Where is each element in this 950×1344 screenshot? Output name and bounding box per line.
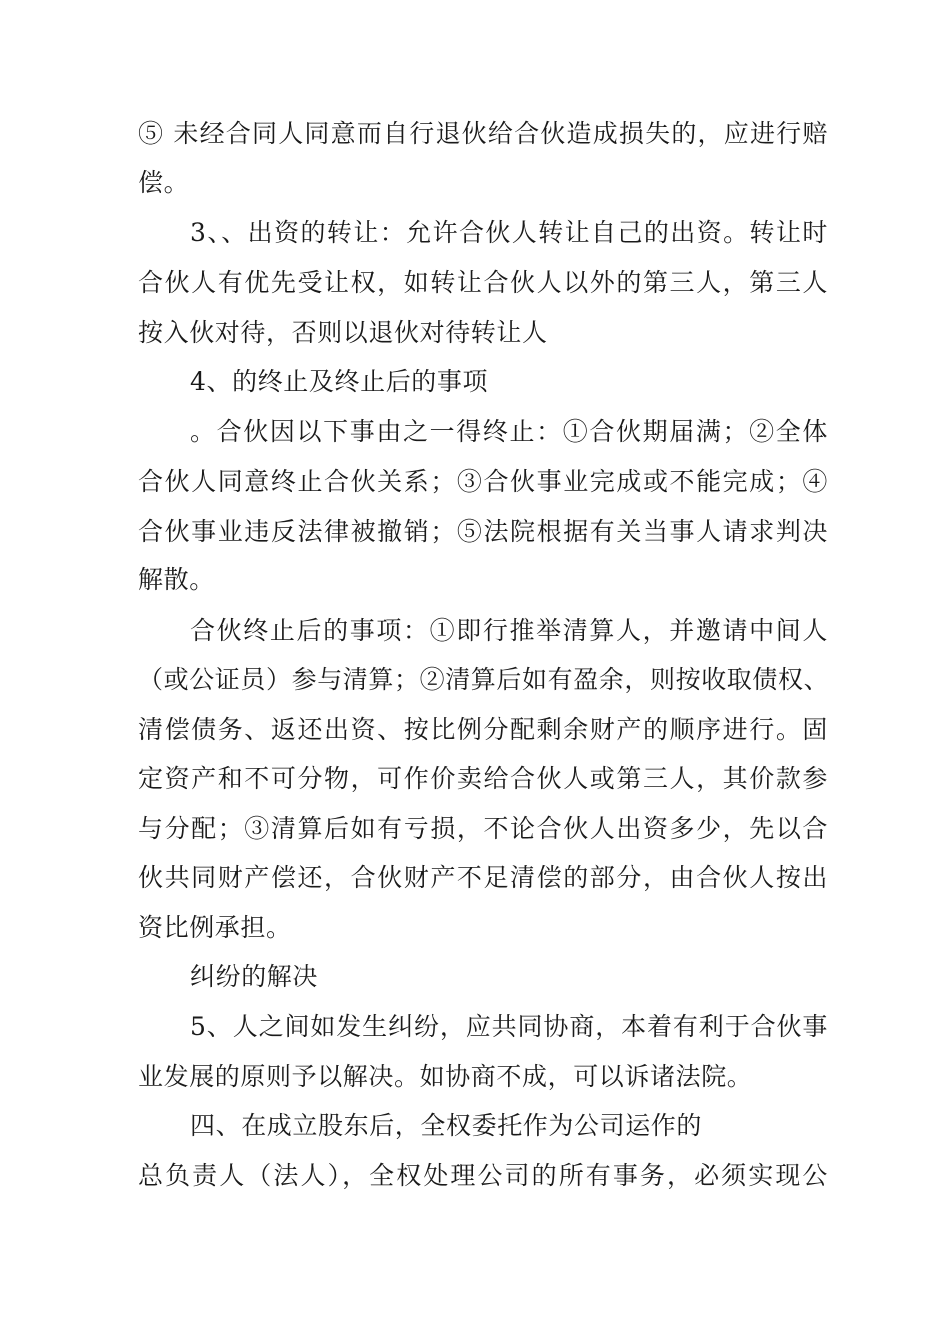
text-line: 3、、出资的转让：允许合伙人转让自己的出资。转让时 bbox=[190, 218, 828, 247]
text-line: （或公证员）参与清算；②清算后如有盈余，则按收取债权、 bbox=[138, 665, 830, 694]
text-line: 解散。 bbox=[138, 565, 215, 594]
section-heading: 纠纷的解决 bbox=[190, 962, 319, 991]
text-line: 定资产和不可分物，可作价卖给合伙人或第三人，其价款参 bbox=[138, 764, 828, 793]
text-line: 按入伙对待，否则以退伙对待转让人 bbox=[138, 318, 548, 347]
text-line: 清偿债务、返还出资、按比例分配剩余财产的顺序进行。固 bbox=[138, 715, 828, 744]
text-line: 5、人之间如发生纠纷，应共同协商，本着有利于合伙事 bbox=[190, 1012, 828, 1041]
text-line: 偿。 bbox=[138, 168, 190, 197]
text-line: 四、在成立股东后，全权委托作为公司运作的 bbox=[190, 1111, 703, 1140]
text-line: 合伙终止后的事项：①即行推举清算人，并邀请中间人 bbox=[190, 616, 828, 645]
text-line: 合伙人有优先受让权，如转让合伙人以外的第三人，第三人 bbox=[138, 268, 828, 297]
section-heading: 4、的终止及终止后的事项 bbox=[190, 367, 489, 396]
text-line: 伙共同财产偿还，合伙财产不足清偿的部分，由合伙人按出 bbox=[138, 863, 828, 892]
text-line: 总负责人（法人），全权处理公司的所有事务，必须实现公 bbox=[138, 1161, 828, 1190]
text-line: 资比例承担。 bbox=[138, 913, 292, 942]
text-line: ⑤ 未经合同人同意而自行退伙给合伙造成损失的，应进行赔 bbox=[138, 119, 828, 148]
text-line: 业发展的原则予以解决。如协商不成，可以诉诸法院。 bbox=[138, 1062, 753, 1091]
text-line: 合伙人同意终止合伙关系；③合伙事业完成或不能完成；④ bbox=[138, 467, 828, 496]
text-line: 合伙事业违反法律被撤销；⑤法院根据有关当事人请求判决 bbox=[138, 517, 828, 546]
text-line: 。合伙因以下事由之一得终止：①合伙期届满；②全体 bbox=[190, 417, 828, 446]
text-line: 与分配；③清算后如有亏损，不论合伙人出资多少，先以合 bbox=[138, 814, 828, 843]
